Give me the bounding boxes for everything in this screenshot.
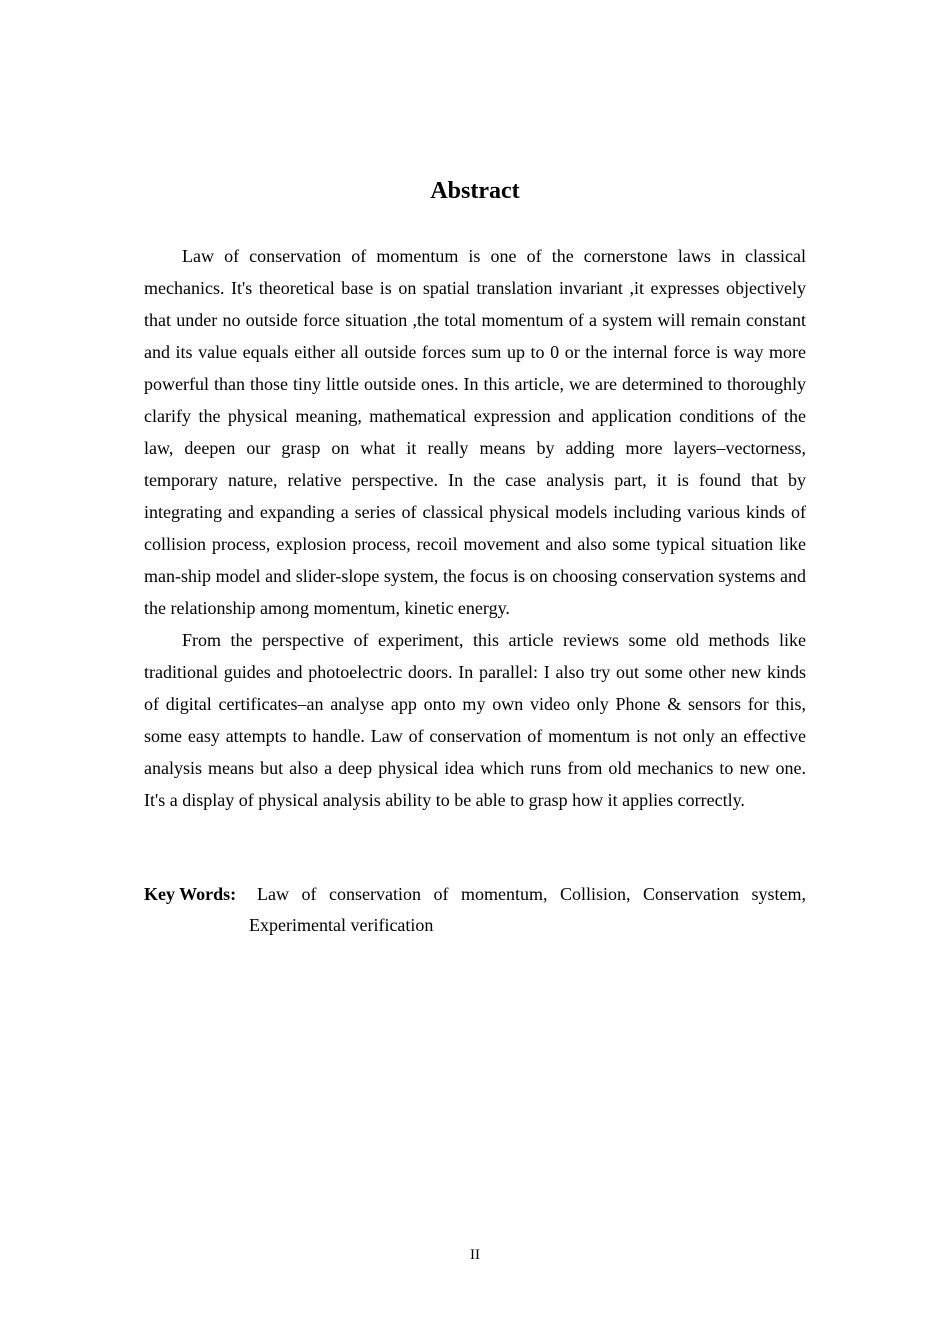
keywords-label: Key Words:: [144, 884, 237, 904]
abstract-paragraph-2: From the perspective of experiment, this article reviews some old methods like traditional guides and photoelectric doors. In parallel: I also try out some other new kinds of digital certificates–an analyse app onto my own video only Phone & sensors for this, some easy attempts to handle. Law of conservation of momentum is not only an effective analysis means but also a deep physical idea which runs from old mechanics to new one. It's a display of physical analysis ability to be able to grasp how it applies correctly.: [144, 630, 806, 810]
abstract-title: Abstract: [430, 178, 520, 204]
keywords-list: [249, 879, 806, 941]
abstract-paragraph-1: Law of conservation of momentum is one of the cornerstone laws in classical mechanics. It's theoretical base is on spatial translation invariant ,it expresses objectively that under no outside force situation ,the total momentum of a system will remain constant and its value equals either all outside forces sum up to 0 or the internal force is way more powerful than those tiny little outside ones. In this article, we are determined to thoroughly clarify the physical meaning, mathematical expression and application conditions of the law, deepen our grasp on what it really means by adding more layers–vectorness, temporary nature, relative perspective. In the case analysis part, it is found that by integrating and expanding a series of classical physical models including various kinds of collision process, explosion process, recoil movement and also some typical situation like man-ship model and slider-slope system, the focus is on choosing conservation systems and the relationship among momentum, kinetic energy.: [144, 246, 806, 618]
keywords-line-1: Law of conservation of momentum, Collision, Conservation system,: [257, 884, 806, 904]
keywords-block: [144, 879, 806, 941]
keywords-line-2: Experimental verification: [249, 915, 434, 935]
page-number: II: [470, 1247, 480, 1263]
abstract-body: [144, 240, 806, 816]
